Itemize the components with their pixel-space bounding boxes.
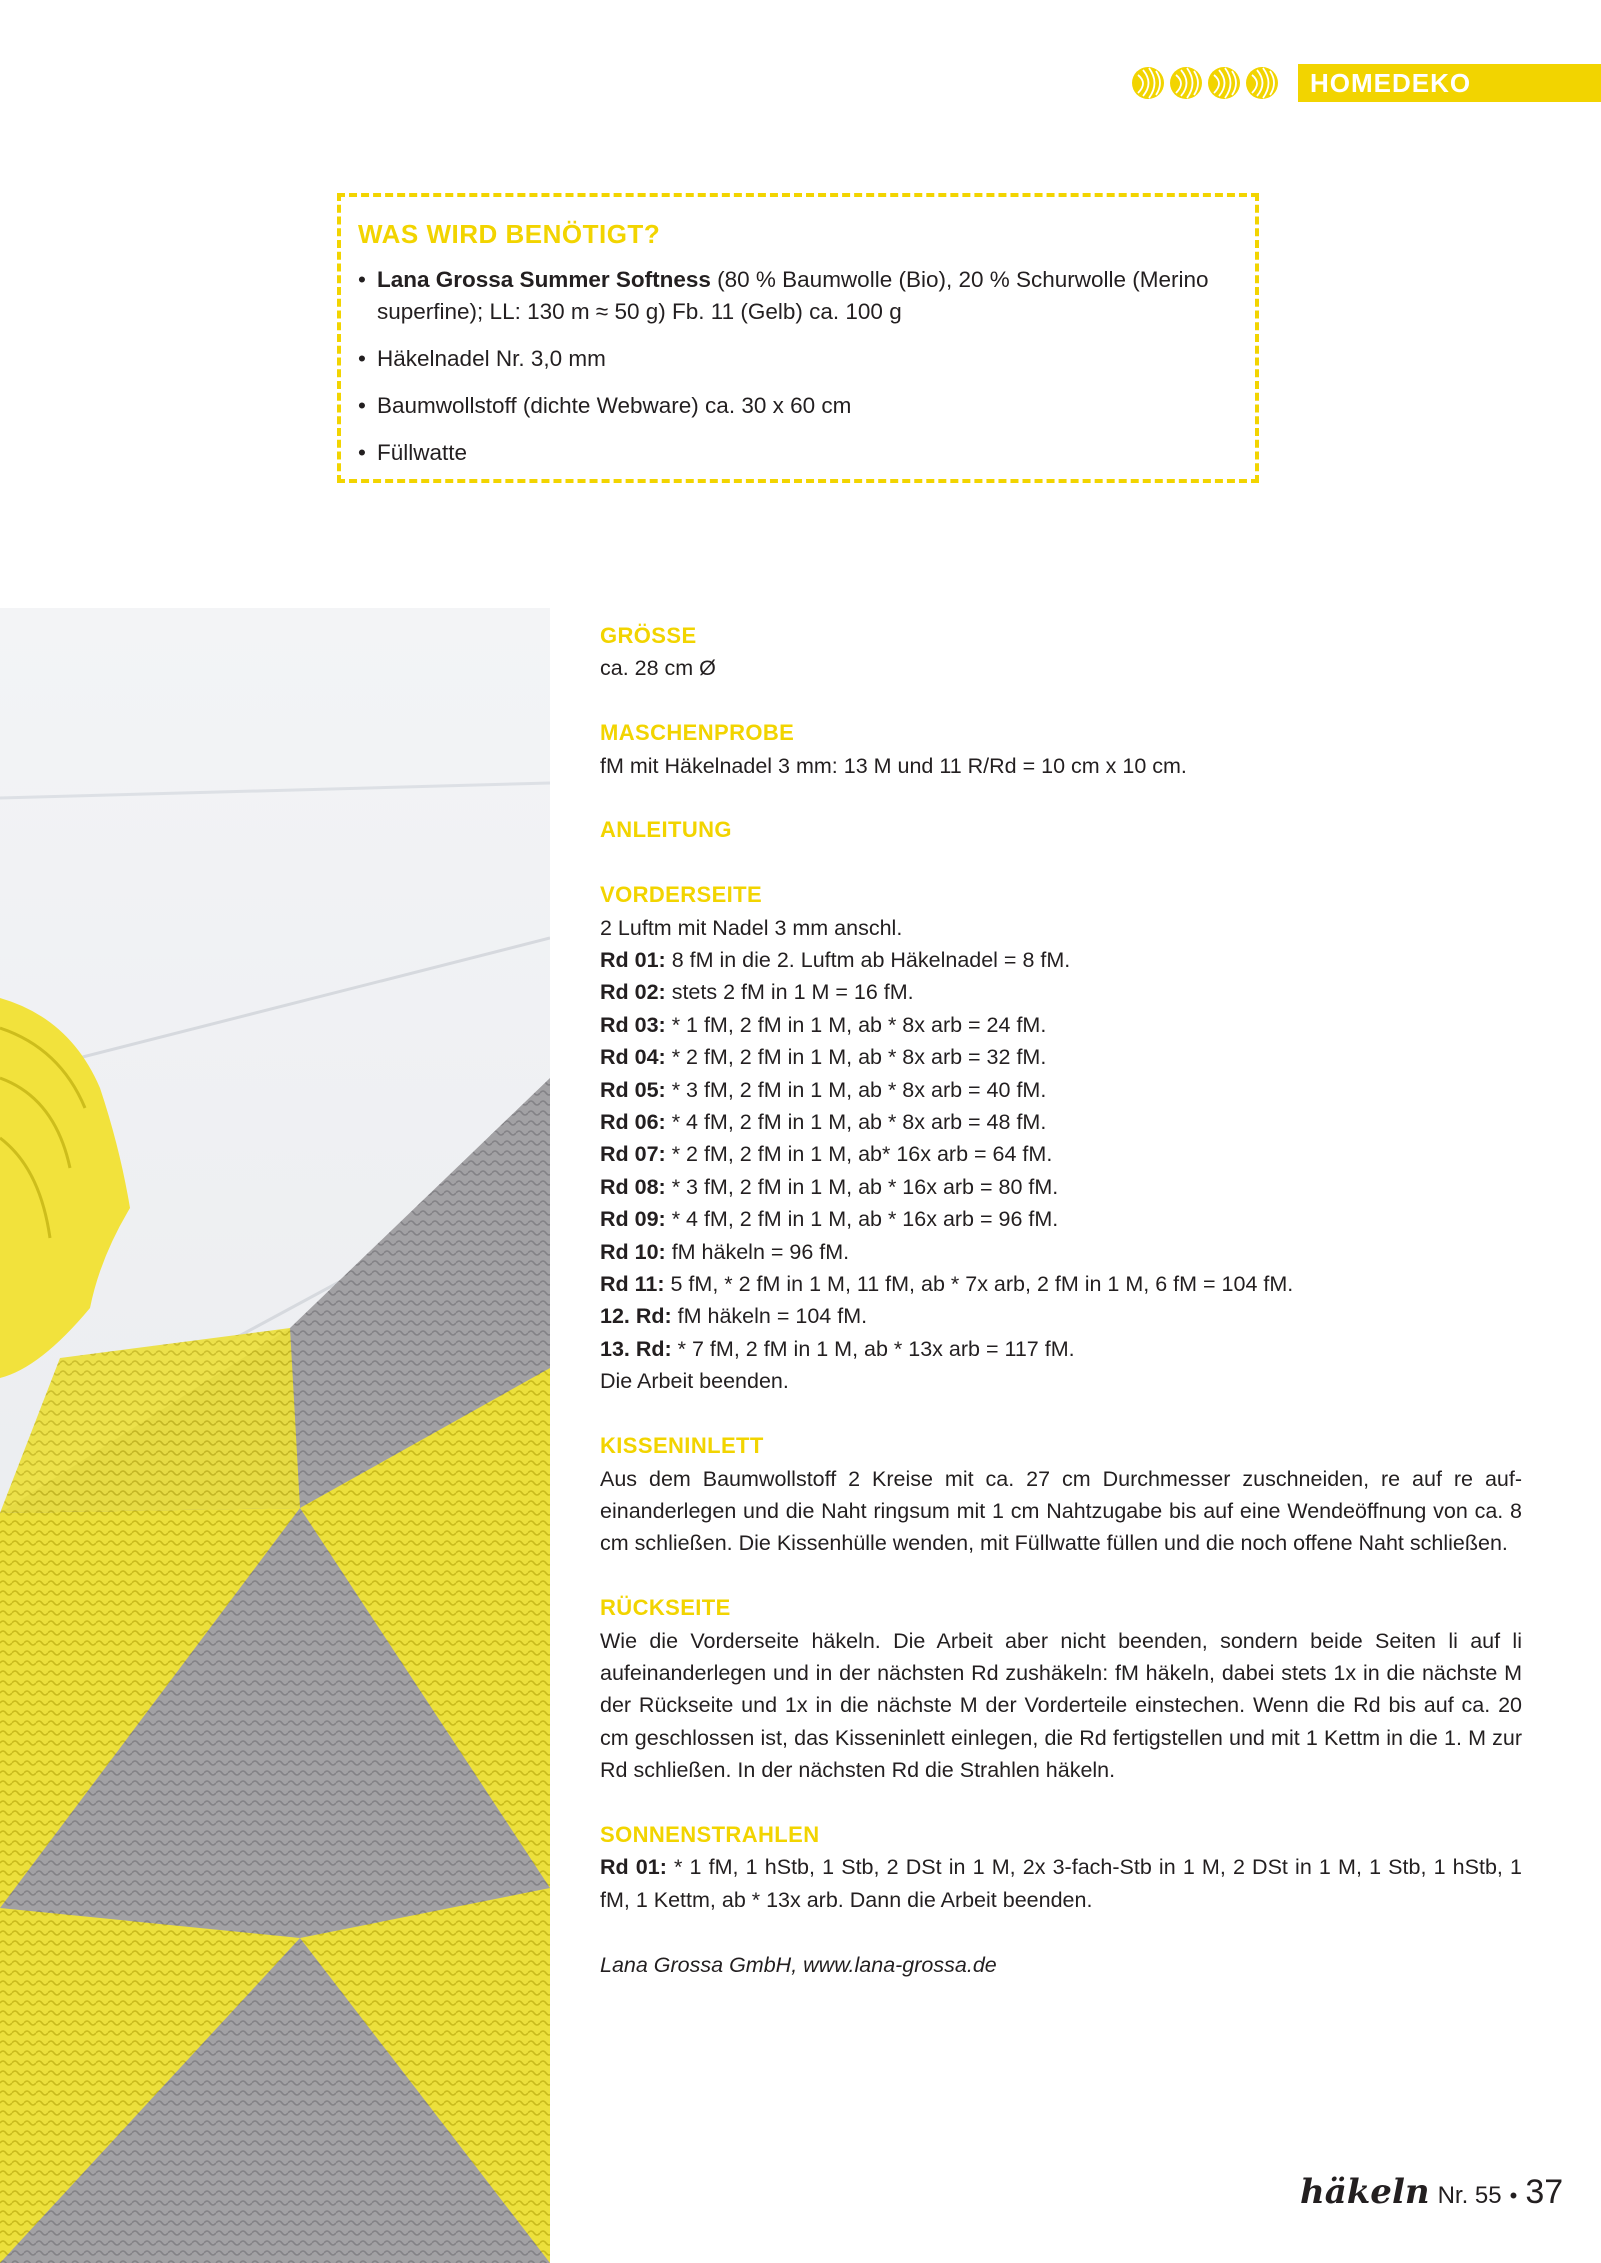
credit-line: Lana Grossa GmbH, www.lana-grossa.de: [600, 1952, 997, 1977]
difficulty-rating: [1130, 65, 1280, 101]
materials-item: [358, 264, 1239, 328]
round-text: * 4 fM, 2 fM in 1 M, ab * 8x arb = 48 fM.: [665, 1110, 1047, 1135]
round-text: stets 2 fM in 1 M = 16 fM.: [665, 980, 914, 1005]
round-text: * 1 fM, 1 hStb, 1 Stb, 2 DSt in 1 M, 2x 3-fach-Stb in 1 M, 2 DSt in 1 M, 1 Stb, 1 hStb, 1 fM, 1 Kettm, ab * 13x arb. Dann die Arbeit beenden.: [600, 1855, 1522, 1912]
back-title: RÜCKSEITE: [600, 1595, 731, 1621]
front-outro: Die Arbeit beenden.: [600, 1369, 789, 1394]
round-row: [600, 1300, 1522, 1332]
round-row: [600, 1138, 1522, 1170]
yarn-ball-icon: [1244, 65, 1280, 101]
round-label: Rd 08:: [600, 1174, 666, 1199]
round-text: * 2 fM, 2 fM in 1 M, ab * 8x arb = 32 fM.: [665, 1045, 1047, 1070]
round-label: Rd 06:: [600, 1110, 666, 1135]
materials-item: [358, 437, 1239, 469]
gauge-text: fM mit Häkelnadel 3 mm: 13 M und 11 R/Rd = 10 cm x 10 cm.: [600, 753, 1187, 778]
issue-number: Nr. 55: [1437, 2182, 1502, 2209]
front-title: VORDERSEITE: [600, 882, 763, 908]
section-tag: HOMEDEKO: [1298, 64, 1601, 102]
round-text: fM häkeln = 96 fM.: [665, 1239, 850, 1264]
round-text: 8 fM in die 2. Luftm ab Häkelnadel = 8 fM.: [665, 948, 1071, 973]
materials-item-text: Baumwollstoff (dichte Webware) ca. 30 x 60 cm: [377, 393, 852, 418]
page-footer: [1300, 2172, 1563, 2222]
round-text: * 4 fM, 2 fM in 1 M, ab * 16x arb = 96 fM.: [665, 1207, 1059, 1232]
crochet-cushion-image: [0, 608, 550, 2263]
round-label: Rd 04:: [600, 1045, 666, 1070]
materials-title: WAS WIRD BENÖTIGT?: [358, 219, 661, 249]
round-row: [600, 1171, 1522, 1203]
instructions-title: ANLEITUNG: [600, 817, 732, 843]
round-label: 12. Rd:: [600, 1304, 672, 1329]
size-text: ca. 28 cm Ø: [600, 656, 716, 681]
round-label: Rd 02:: [600, 980, 666, 1005]
gauge-title: MASCHENPROBE: [600, 720, 795, 746]
yarn-ball-icon: [1130, 65, 1166, 101]
materials-item-text: Füllwatte: [377, 440, 468, 465]
materials-list: [358, 264, 1239, 469]
round-row: [600, 1203, 1522, 1235]
materials-item-text: (80 % Baumwolle (Bio), 20 % Schurwolle (Merino superfine); LL: 130 m ≈ 50 g) Fb. 11 (Gelb) ca. 100 g: [377, 267, 1209, 324]
round-row: [600, 1268, 1522, 1300]
footer-separator: •: [1509, 2183, 1518, 2208]
round-label: Rd 07:: [600, 1142, 666, 1167]
round-label: Rd 09:: [600, 1207, 666, 1232]
round-text: * 7 fM, 2 fM in 1 M, ab * 13x arb = 117 fM.: [671, 1336, 1075, 1361]
round-label: Rd 03:: [600, 1012, 666, 1037]
round-row: [600, 1009, 1522, 1041]
round-label: Rd 10:: [600, 1239, 666, 1264]
yarn-ball-icon: [1168, 65, 1204, 101]
front-intro: 2 Luftm mit Nadel 3 mm anschl.: [600, 915, 903, 940]
round-text: 5 fM, * 2 fM in 1 M, 11 fM, ab * 7x arb, 2 fM in 1 M, 6 fM = 104 fM.: [664, 1272, 1294, 1297]
rays-title: SONNENSTRAHLEN: [600, 1821, 820, 1847]
materials-item-bold: Lana Grossa Summer Softness: [377, 267, 711, 292]
product-photo: [0, 608, 550, 2263]
round-label: Rd 11:: [600, 1272, 665, 1297]
round-text: * 1 fM, 2 fM in 1 M, ab * 8x arb = 24 fM.: [665, 1012, 1047, 1037]
round-row: [600, 1236, 1522, 1268]
round-label: 13. Rd:: [600, 1336, 672, 1361]
yarn-ball-icon: [1206, 65, 1242, 101]
round-text: fM häkeln = 104 fM.: [671, 1304, 868, 1329]
round-text: * 3 fM, 2 fM in 1 M, ab * 8x arb = 40 fM.: [665, 1077, 1047, 1102]
magazine-logo: häkeln: [1300, 2172, 1430, 2212]
inlet-title: KISSENINLETT: [600, 1433, 764, 1459]
round-label: Rd 01:: [600, 948, 666, 973]
round-row: [600, 1333, 1522, 1365]
materials-item-text: Häkelnadel Nr. 3,0 mm: [377, 346, 606, 371]
rays-row: [600, 1851, 1522, 1916]
round-label: Rd 01:: [600, 1855, 667, 1880]
materials-item: [358, 390, 1239, 422]
round-row: [600, 1106, 1522, 1138]
round-text: * 2 fM, 2 fM in 1 M, ab* 16x arb = 64 fM.: [665, 1142, 1053, 1167]
back-text: Wie die Vorderseite häkeln. Die Arbeit aber nicht beenden, sondern beide Seiten li auf li aufeinanderlegen und in der nächsten Rd zushäkeln: fM häkeln, dabei stets 1x in die nächste M der Rückseite und 1x in die nächste M der Vorderteile einstechen. Wenn die Rd bis auf ca. 20 cm geschlossen ist, das Kisseninlett einlegen, die Rd fertigstellen und mit 1 Kettm in die 1. M zur Rd schließen. In der nächsten Rd die Strahlen häkeln.: [600, 1628, 1522, 1783]
round-text: * 3 fM, 2 fM in 1 M, ab * 16x arb = 80 fM.: [665, 1174, 1059, 1199]
round-row: [600, 976, 1522, 1008]
materials-box: [337, 193, 1259, 483]
size-title: GRÖSSE: [600, 623, 697, 648]
round-row: [600, 944, 1522, 976]
round-row: [600, 1074, 1522, 1106]
round-row: [600, 1041, 1522, 1073]
round-label: Rd 05:: [600, 1077, 666, 1102]
page-number: 37: [1525, 2173, 1564, 2211]
materials-item: [358, 343, 1239, 375]
inlet-text: Aus dem Baumwollstoff 2 Kreise mit ca. 27 cm Durchmesser zuschneiden, re auf re auf-einanderlegen und die Naht ringsum mit 1 cm Nahtzugabe bis auf eine Wendeöffnung von ca. 8 cm schließen. Die Kissenhülle wenden, mit Füllwatte füllen und die noch offene Naht schließen.: [600, 1466, 1522, 1556]
instructions-column: [600, 620, 1522, 1981]
